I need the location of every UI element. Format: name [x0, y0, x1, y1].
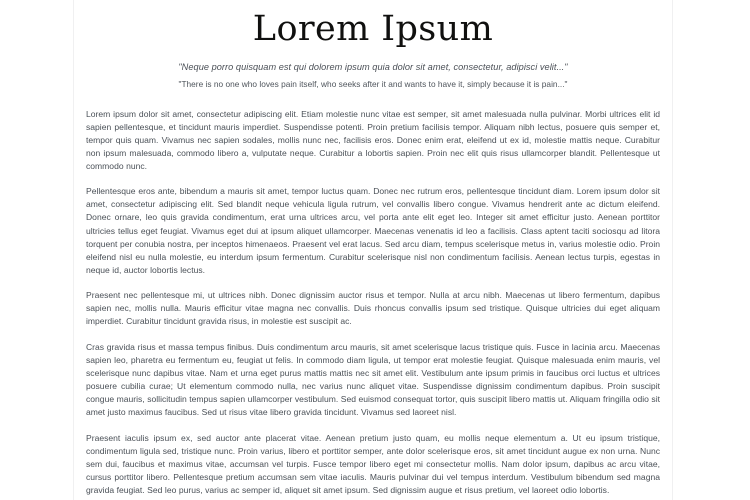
body-paragraphs	[86, 108, 660, 497]
body-paragraph: Praesent nec pellentesque mi, ut ultrices nibh. Donec dignissim auctor risus et tempor. Nulla at arcu nibh. Maecenas ut libero fermentum, dapibus sapien nec, mollis nulla. Mauris efficitur vitae magna nec convallis. Duis rhoncus convallis ipsum sed tristique. Quisque ultricies dui eget aliquam imperdiet. Curabitur tincidunt gravida risus, in molestie est suscipit ac.	[86, 290, 660, 327]
body-paragraph: Pellentesque eros ante, bibendum a mauris sit amet, tempor luctus quam. Donec nec rutrum eros, pellentesque tincidunt diam. Lorem ipsum dolor sit amet, consectetur adipiscing elit. Sed blandit neque vehicula ligula rutrum, vel convallis libero congue. Vivamus hendrerit ante ac dictum eleifend. Donec ornare, leo quis gravida condimentum, erat urna ultrices arcu, vel porta ante elit eget leo. Integer sit amet efficitur justo. Aenean porttitor ultricies tellus eget feugiat. Vivamus eget dui at ipsum aliquet ullamcorper. Maecenas venenatis id leo a facilisis. Class aptent taciti sociosqu ad litora torquent per conubia nostra, per inceptos himenaeos. Praesent vel erat lacus. Sed arcu diam, tempus scelerisque metus in, varius molestie odio. Proin eleifend nisl eu nulla molestie, eu interdum ipsum fermentum. Curabitur scelerisque nisl non condimentum facilisis. Aenean lectus turpis, egestas in neque id, auctor lobortis lectus.	[86, 186, 660, 275]
document-page	[74, 0, 672, 500]
page-title: Lorem Ipsum	[252, 9, 494, 49]
body-paragraph: Cras gravida risus et massa tempus finibus. Duis condimentum arcu mauris, sit amet scelerisque lacus tristique quis. Fusce in lacinia arcu. Maecenas sapien leo, pharetra eu fermentum eu, feugiat ut felis. In commodo diam ligula, ut tempor erat molestie feugiat. Quisque malesuada enim mauris, vel scelerisque nunc dapibus vitae. Nam et urna eget purus mattis mattis nec sit amet elit. Vestibulum ante ipsum primis in faucibus orci luctus et ultrices posuere cubilia curae; Ut elementum commodo nulla, nec varius nunc aliquet vitae. Suspendisse dignissim condimentum dapibus. Proin suscipit congue mauris, sollicitudin tempus sapien ullamcorper vestibulum. Sed euismod consequat tortor, quis suscipit libero mattis ut. Aliquam fringilla odio sit amet justo maximus faucibus. Sed ut risus vitae libero gravida tincidunt. Vivamus sed laoreet nisl.	[86, 341, 660, 418]
epigraph-latin-quote: "Neque porro quisquam est qui dolorem ipsum quia dolor sit amet, consectetur, adipisci velit..."	[178, 62, 568, 73]
document-content	[74, 9, 672, 497]
epigraph-block	[86, 61, 660, 89]
epigraph-english-translation: "There is no one who loves pain itself, who seeks after it and wants to have it, simply because it is pain..."	[178, 78, 568, 89]
body-paragraph: Lorem ipsum dolor sit amet, consectetur adipiscing elit. Etiam molestie nunc vitae est semper, sit amet malesuada nulla pulvinar. Morbi ultrices elit id sapien pellentesque, et tincidunt mauris imperdiet. Suspendisse potenti. Proin pretium facilisis tempor. Aliquam nibh lectus, posuere quis semper et, tempor quis quam. Vivamus nec sapien sodales, mollis nunc nec, facilisis eros. Donec enim erat, eleifend ut ex id, molestie mattis neque. Curabitur non ipsum malesuada, commodo libero a, vulputate neque. Curabitur a lobortis sapien. Proin nec elit quis risus ullamcorper blandit. Pellentesque ut commodo nunc.	[86, 108, 660, 171]
body-paragraph: Praesent iaculis ipsum ex, sed auctor ante placerat vitae. Aenean pretium justo quam, eu mollis neque elementum a. Ut eu ipsum tristique, condimentum ligula sed, tristique nunc. Proin varius, libero et porttitor semper, ante dolor scelerisque eros, sit amet tincidunt augue ex non urna. Nunc sem dui, faucibus et maximus vitae, accumsan vel turpis. Fusce tempor libero eget mi consectetur mollis. Nam dolor ipsum, dapibus ac arcu vitae, cursus porttitor libero. Pellentesque pretium accumsan sem vitae iaculis. Mauris pulvinar dui vel tempus interdum. Vestibulum bibendum sed magna gravida feugiat. Sed leo purus, varius ac semper id, aliquet sit amet ipsum. Sed dignissim augue et risus pretium, vel laoreet odio lobortis.	[86, 432, 660, 495]
